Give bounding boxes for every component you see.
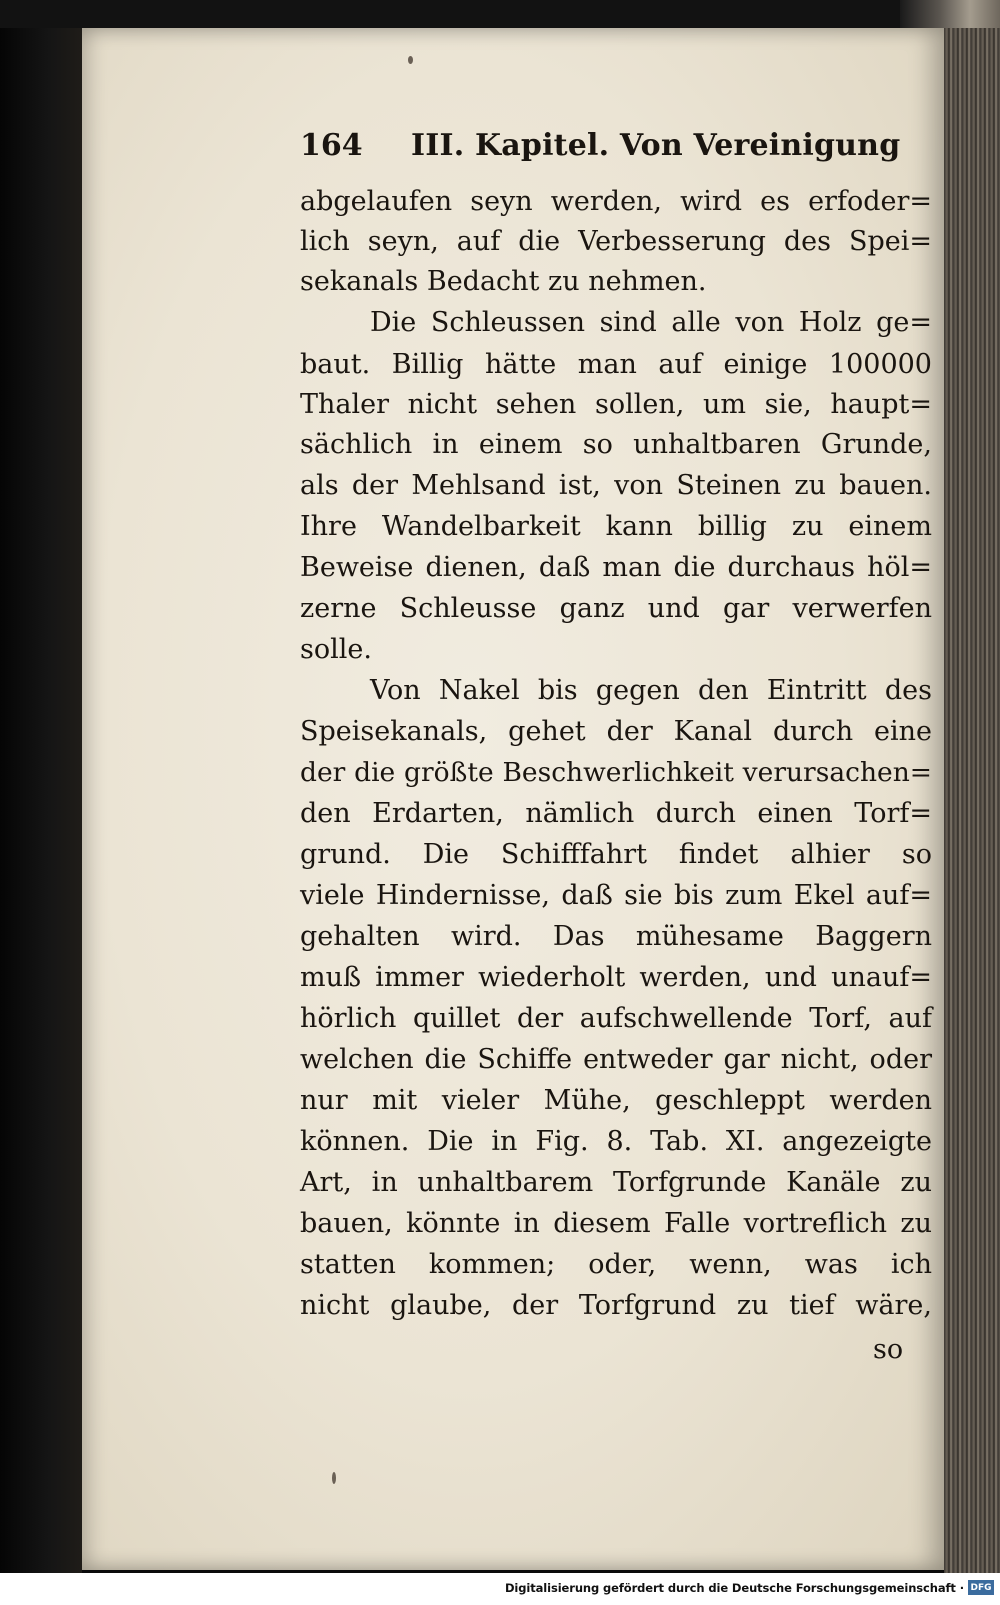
text-line: zerne Schleusse ganz und gar verwerfen (300, 593, 932, 624)
text-line: nicht glaube, der Torfgrund zu tief wäre, (300, 1290, 932, 1321)
paper-speck (408, 56, 413, 64)
scan-background-left (0, 28, 82, 1573)
text-line: gehalten wird. Das mühesame Baggern (300, 921, 932, 952)
text-line: Beweise dienen, daß man die durchaus höl= (300, 552, 932, 583)
text-line: welchen die Schiffe entweder gar nicht, oder (300, 1044, 932, 1075)
text-line: sekanals Bedacht zu nehmen. (300, 266, 707, 297)
text-line: Die Schleussen sind alle von Holz ge= (370, 307, 932, 338)
text-line: grund. Die Schifffahrt findet alhier so (300, 839, 932, 870)
running-head: III. Kapitel. Von Vereinigung (411, 128, 901, 163)
text-line: Speisekanals, gehet der Kanal durch eine (300, 716, 932, 747)
text-line: können. Die in Fig. 8. Tab. XI. angezeigte (300, 1126, 932, 1157)
text-line: Ihre Wandelbarkeit kann billig zu einem (300, 511, 932, 542)
text-line: lich seyn, auf die Verbesserung des Spei= (300, 226, 932, 257)
text-line: nur mit vieler Mühe, geschleppt werden (300, 1085, 932, 1116)
text-line: Art, in unhaltbarem Torfgrunde Kanäle zu (300, 1167, 932, 1198)
dfg-logo: DFG (968, 1580, 994, 1595)
book-page-edges (944, 28, 1000, 1573)
text-line: hörlich quillet der aufschwellende Torf, auf (300, 1003, 932, 1034)
text-line: sächlich in einem so unhaltbaren Grunde, (300, 429, 932, 460)
page-number: 164 (300, 128, 363, 163)
text-line: viele Hindernisse, daß sie bis zum Ekel auf= (300, 880, 932, 911)
funding-credit: Digitalisierung gefördert durch die Deutsche Forschungsgemeinschaft · (504, 1581, 964, 1595)
text-line: den Erdarten, nämlich durch einen Torf= (300, 798, 932, 829)
text-line: statten kommen; oder, wenn, was ich (300, 1249, 932, 1280)
catchword: so (873, 1334, 904, 1365)
text-line: abgelaufen seyn werden, wird es erfoder= (300, 186, 932, 217)
text-line: Thaler nicht sehen sollen, um sie, haupt= (300, 389, 932, 420)
text-line: als der Mehlsand ist, von Steinen zu bauen. (300, 470, 932, 501)
text-line: Von Nakel bis gegen den Eintritt des (370, 675, 932, 706)
text-line: muß immer wiederholt werden, und unauf= (300, 962, 932, 993)
digitization-footer (0, 1573, 1000, 1605)
paper-speck (332, 1472, 336, 1484)
text-line: bauen, könnte in diesem Falle vortreflich zu (300, 1208, 932, 1239)
text-line: solle. (300, 634, 372, 665)
text-line: der die größte Beschwerlichkeit verursachen= (300, 757, 932, 788)
text-line: baut. Billig hätte man auf einige 100000 (300, 349, 932, 380)
scan-top-band (0, 0, 1000, 28)
